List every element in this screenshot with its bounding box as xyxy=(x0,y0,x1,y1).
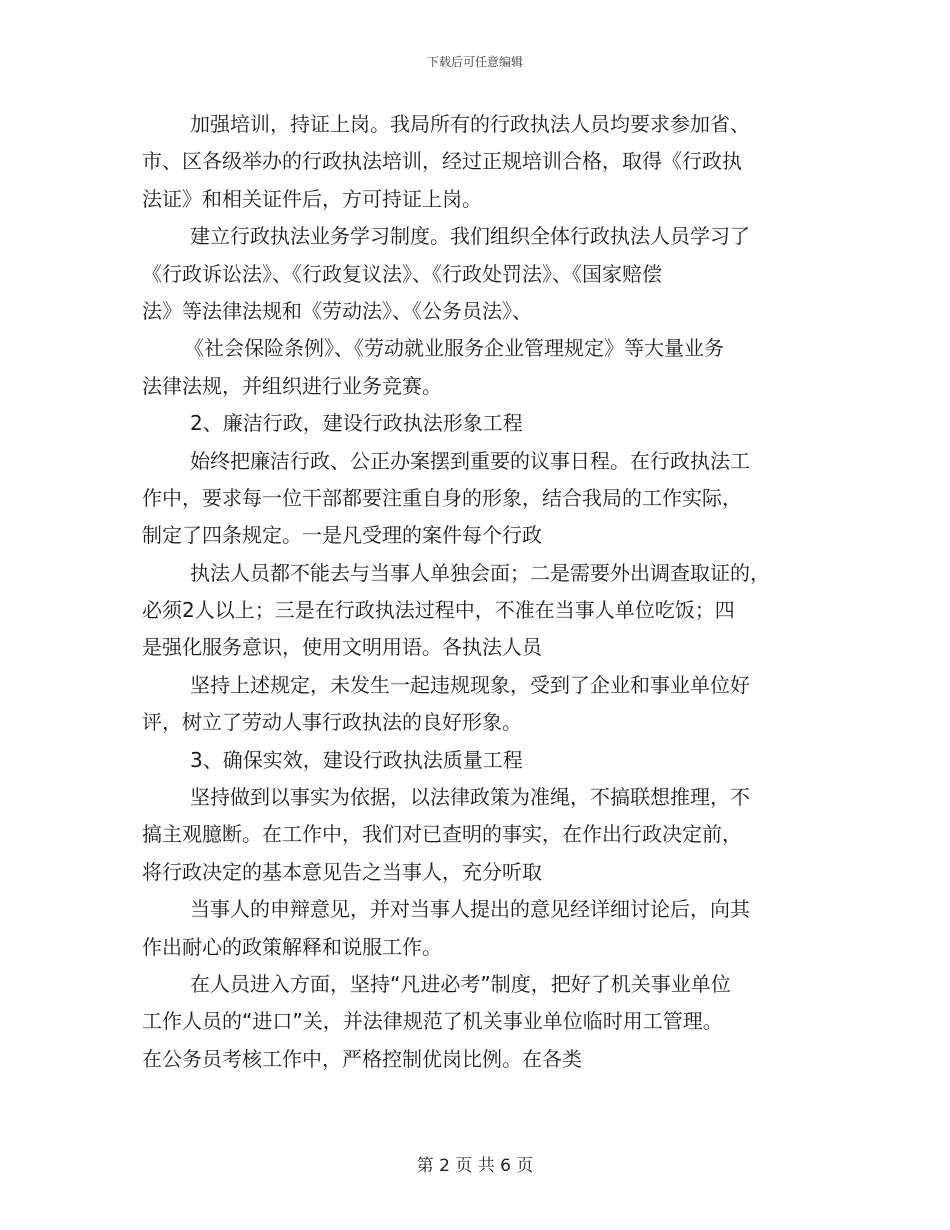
paragraph-line: 法律法规，并组织进行业务竞赛。 xyxy=(142,373,442,398)
paragraph-line: 作出耐心的政策解释和说服工作。 xyxy=(142,934,442,959)
paragraph-line: 《社会保险条例》、《劳动就业服务企业管理规定》等大量业务 xyxy=(184,336,724,361)
paragraph-line: 工作人员的“进口”关，并法律规范了机关事业单位临时用工管理。 xyxy=(142,1009,723,1034)
section-heading: 3、确保实效，建设行政执法质量工程 xyxy=(190,747,523,772)
paragraph-line: 执法人员都不能去与当事人单独会面；二是需要外出调查取证的， xyxy=(190,560,770,585)
paragraph-line: 评，树立了劳动人事行政执法的良好形象。 xyxy=(142,710,522,735)
paragraph-line: 制定了四条规定。一是凡受理的案件每个行政 xyxy=(142,523,542,548)
paragraph-line: 坚持做到以事实为依据，以法律政策为准绳，不搞联想推理，不 xyxy=(190,785,750,810)
paragraph-line: 搞主观臆断。在工作中，我们对已查明的事实，在作出行政决定前， xyxy=(142,822,742,847)
paragraph-line: 在人员进入方面，坚持“凡进必考”制度，把好了机关事业单位 xyxy=(190,971,731,996)
page-footer: 第 2 页 共 6 页 xyxy=(416,1156,534,1176)
paragraph-line: 法证》和相关证件后，方可持证上岗。 xyxy=(142,186,482,211)
paragraph-line: 始终把廉洁行政、公正办案摆到重要的议事日程。在行政执法工 xyxy=(190,448,750,473)
paragraph-line: 加强培训，持证上岗。我局所有的行政执法人员均要求参加省、 xyxy=(190,112,750,136)
paragraph-line: 法》等法律法规和《劳动法》、《公务员法》、 xyxy=(142,298,532,323)
page-header: 下载后可任意编辑 xyxy=(426,55,523,69)
paragraph-line: 必须2人以上；三是在行政执法过程中，不准在当事人单位吃饭；四 xyxy=(142,598,735,623)
paragraph-line: 作中，要求每一位干部都要注重自身的形象，结合我局的工作实际， xyxy=(142,485,742,510)
paragraph-line: 《行政诉讼法》、《行政复议法》、《行政处罚法》、《国家赔偿 xyxy=(142,261,662,286)
section-heading: 2、廉洁行政，建设行政执法形象工程 xyxy=(190,411,523,436)
paragraph-line: 在公务员考核工作中，严格控制优岗比例。在各类 xyxy=(142,1046,582,1071)
paragraph-line: 市、区各级举办的行政执法培训，经过正规培训合格，取得《行政执 xyxy=(142,149,742,174)
paragraph-line: 坚持上述规定，未发生一起违规现象，受到了企业和事业单位好 xyxy=(190,672,750,697)
paragraph-line: 将行政决定的基本意见告之当事人，充分听取 xyxy=(142,859,542,884)
paragraph-line: 是强化服务意识，使用文明用语。各执法人员 xyxy=(142,635,542,660)
document-body xyxy=(142,106,814,1078)
paragraph-line: 当事人的申辩意见，并对当事人提出的意见经详细讨论后，向其 xyxy=(190,897,750,922)
paragraph-line: 建立行政执法业务学习制度。我们组织全体行政执法人员学习了 xyxy=(190,224,750,249)
